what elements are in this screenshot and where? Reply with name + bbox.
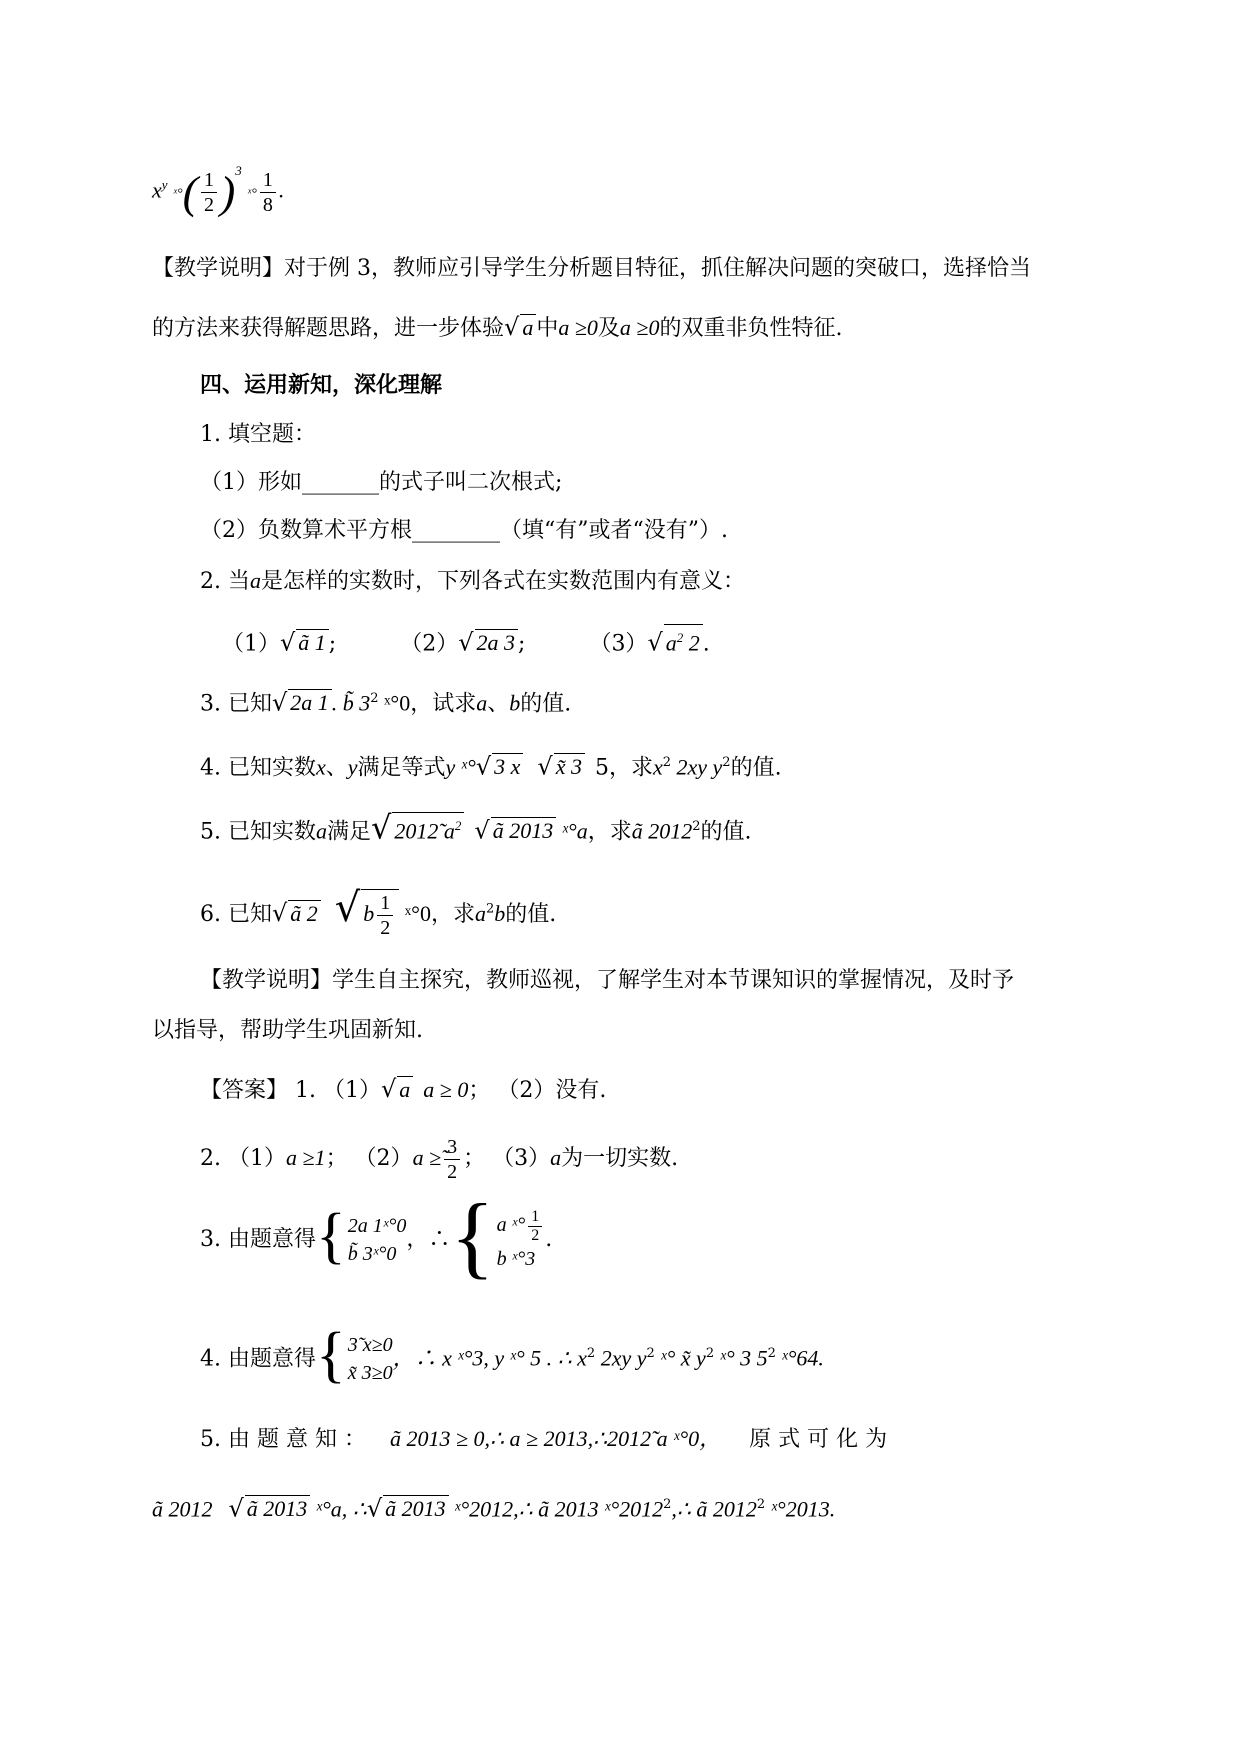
- q-text: ，求: [587, 819, 632, 845]
- q-expr: y ˣ°: [445, 754, 476, 780]
- q-eq: ˣ°0: [399, 901, 431, 926]
- radicand: ã 1: [296, 629, 329, 656]
- formula-eq2: ˣ°: [247, 186, 257, 202]
- note-text: 的方法来获得解题思路，进一步体验: [152, 316, 505, 341]
- radical-sign: √: [647, 628, 663, 657]
- q-var: a: [315, 818, 327, 844]
- frac-half: [528, 1208, 542, 1245]
- left-paren: (: [182, 166, 198, 218]
- punct: ;: [328, 631, 337, 657]
- left-brace: {: [315, 1321, 346, 1390]
- q-text: 5. 已知实数: [200, 819, 316, 845]
- exp: 2: [767, 1346, 776, 1361]
- radicand-rest: 2: [683, 630, 700, 656]
- radicand: ã 2013: [491, 817, 557, 844]
- denominator: 2: [531, 1226, 540, 1244]
- q-text: 6. 已知: [200, 902, 272, 927]
- q-text: 满足: [326, 819, 371, 845]
- ans1: [200, 1074, 606, 1106]
- ans-expr: 2xy y: [595, 1345, 647, 1371]
- radical-sign: √: [366, 1494, 383, 1523]
- q-text: 满足等式: [357, 755, 446, 781]
- ans-text: ，∴: [406, 1227, 451, 1252]
- radicand: ã 2013: [245, 1495, 311, 1522]
- ans-text: 原 式 可 化 为: [749, 1427, 888, 1452]
- ans-expr: ˣ°2013.: [765, 1496, 836, 1522]
- radical-sign: √: [271, 688, 288, 717]
- condition: a ≥0: [619, 315, 660, 340]
- q5: [200, 808, 752, 847]
- ans-text: 为一切实数.: [561, 1146, 679, 1171]
- punct: .: [702, 631, 710, 657]
- q-text: ，试求: [410, 691, 477, 717]
- punct: ;: [518, 631, 526, 657]
- q-text: 的值.: [505, 902, 557, 927]
- ans3: [200, 1185, 553, 1287]
- q-var: x: [315, 754, 326, 780]
- q-eq: ˣ°0: [378, 690, 411, 716]
- ans-expr: a ≥ 0: [423, 1077, 469, 1102]
- radicand: [664, 624, 703, 656]
- condition: a ≥0: [558, 315, 598, 340]
- ans-expr: ã 2013 ≥ 0,∴ a ≥ 2013,∴2012̃ a ˣ°0，: [389, 1426, 722, 1451]
- note1-line2: [152, 312, 843, 344]
- ans2: [200, 1132, 678, 1185]
- radical-sign: √: [228, 1494, 244, 1523]
- radicand-var: b: [363, 901, 375, 926]
- radicand: a: [397, 1076, 413, 1103]
- q-expr: 2xy y: [671, 754, 723, 780]
- system-row: [497, 1208, 546, 1245]
- system-row: b̃ 3ˣ°0: [347, 1243, 397, 1265]
- radical-sign: √: [537, 752, 553, 781]
- q2-parts: [222, 624, 710, 659]
- part-label: （1）: [222, 631, 280, 657]
- ans-expr: a ≥̃: [412, 1145, 442, 1170]
- note1-line1: [152, 254, 1031, 284]
- ans-expr: ˣ°a, ∴: [310, 1496, 367, 1522]
- top-formula: $x^y$ ˣ°( $\frac{1}{2}$ )$^3$ ˣ° $\frac{1}{8}$ .: [152, 163, 285, 218]
- q-var: a: [249, 568, 261, 593]
- q1-s1: （1）形如_______的式子叫二次根式;: [200, 470, 563, 495]
- q-text: 的值.: [730, 755, 782, 781]
- ans-expr: ã 2012: [152, 1496, 213, 1522]
- ans-expr: ˣ°64.: [775, 1345, 824, 1371]
- note-label: 【教学说明】: [152, 256, 285, 281]
- q1-head: 1. 填空题：: [200, 422, 316, 447]
- exp: 2: [646, 1346, 655, 1361]
- q-text: 5，求: [594, 755, 653, 781]
- q-expr: . b̃ 3: [331, 690, 371, 716]
- left-brace: {: [450, 1185, 495, 1287]
- q-expr: b: [494, 901, 506, 926]
- exp: 2: [705, 1346, 715, 1361]
- radical-sign: √: [371, 808, 392, 847]
- ans-expr: ,∴ ã 2012: [671, 1496, 757, 1522]
- radical-sign: √: [381, 1075, 397, 1103]
- q-text: ，求: [430, 902, 475, 927]
- ans-expr: a: [550, 1145, 562, 1170]
- system-row: 3̃ x≥0: [347, 1334, 393, 1357]
- ans-expr: ˣ°2012,∴ ã 2013 ˣ°2012: [448, 1496, 664, 1522]
- numerator: 1: [377, 891, 393, 916]
- system-2: [497, 1208, 546, 1273]
- radicand: x̃ 3: [554, 753, 585, 780]
- numerator: 1: [201, 168, 217, 193]
- left-brace: {: [315, 1202, 346, 1270]
- ans-label: 【答案】: [200, 1078, 289, 1103]
- note-text: 中: [536, 316, 559, 341]
- exp: 2: [454, 818, 462, 833]
- radical-sign: √: [504, 313, 520, 341]
- denominator: 2: [447, 1160, 458, 1183]
- radical-sign: √: [280, 628, 296, 657]
- denominator: 8: [262, 194, 273, 216]
- exp: 2: [676, 630, 684, 645]
- numerator: 3: [444, 1135, 460, 1160]
- ans5-line1: [200, 1424, 887, 1455]
- system-3: [348, 1331, 393, 1387]
- exp: 2: [586, 1346, 596, 1361]
- q-var: y: [347, 754, 358, 780]
- q-expr: x: [652, 754, 663, 780]
- radicand: [392, 812, 464, 844]
- ans-expr: ˣ° x̃ y: [654, 1345, 706, 1371]
- ans5-line2: [152, 1490, 835, 1525]
- numerator: 1: [260, 168, 276, 193]
- ans-text: ； （3）: [463, 1146, 551, 1171]
- radical-sign: √: [334, 885, 361, 931]
- row-lhs: a ˣ°: [496, 1213, 526, 1236]
- q-text: 2. 当: [200, 569, 250, 594]
- radicand: ã 2013: [383, 1495, 449, 1522]
- q-text: 的值.: [520, 691, 572, 717]
- ans-text: 1. （1）: [295, 1078, 381, 1103]
- q-text: 、: [487, 691, 510, 717]
- frac-eighth: [260, 168, 276, 217]
- ans-text: 4. 由题意得: [200, 1346, 316, 1372]
- numerator: 1: [528, 1208, 542, 1227]
- q-text: 、: [325, 755, 348, 781]
- section-title: 四、运用新知，深化理解: [200, 372, 443, 398]
- part-label: （3）: [589, 631, 648, 657]
- note-text: 的双重非负性特征.: [659, 316, 843, 341]
- formula-exp-3: 3: [235, 163, 242, 179]
- note-text: 及: [597, 316, 620, 341]
- right-paren: ): [219, 166, 236, 218]
- denominator: 2: [380, 917, 391, 940]
- note-text: 学生自主探究，教师巡视，了解学生对本节课知识的掌握情况，及时予: [332, 968, 1015, 993]
- exp: 2: [663, 1497, 672, 1512]
- formula-eq: ˣ°: [173, 186, 183, 202]
- exp: 2: [692, 819, 701, 834]
- formula-x: x: [152, 177, 162, 203]
- q-expr: ã 2012: [631, 818, 693, 844]
- q-text: 是怎样的实数时，下列各式在实数范围内有意义：: [260, 569, 745, 594]
- exp: 2: [662, 755, 671, 770]
- radical-sign: √: [475, 752, 492, 781]
- radical-sign: √: [474, 816, 490, 845]
- q-var: b: [509, 690, 521, 716]
- radicand: 3 x: [492, 753, 523, 780]
- q-expr: a: [474, 901, 486, 926]
- ans-expr: a ≥1: [285, 1145, 326, 1170]
- exp: 2: [722, 755, 731, 770]
- frac-half: [377, 891, 393, 940]
- radicand: 2a 3: [475, 629, 519, 656]
- q4: [200, 748, 782, 783]
- radicand-expr: 2012̃ a: [394, 818, 455, 844]
- q-text: 3. 已知: [200, 691, 272, 717]
- system-row: b ˣ°3: [496, 1247, 536, 1270]
- radicand: 2a 1: [288, 689, 332, 716]
- ans-expr: ，∴ x ˣ°3, y ˣ° 5 . ∴ x: [392, 1345, 587, 1371]
- system-row: x̃ 3≥0: [347, 1362, 393, 1385]
- q6: [200, 880, 556, 943]
- radicand: a: [520, 314, 536, 341]
- q-text: 4. 已知实数: [200, 755, 316, 781]
- ans-text: 2. （1）: [200, 1146, 286, 1171]
- note2-line1: [200, 966, 1014, 996]
- radical-sign: √: [458, 628, 474, 657]
- exp: 2: [485, 901, 495, 917]
- q-text: 的值.: [700, 819, 752, 845]
- q-eq: ˣ°a: [556, 818, 588, 844]
- note-text: 对于例 3，教师应引导学生分析题目特征，抓住解决问题的突破口，选择恰当: [284, 256, 1032, 281]
- note2-line2: 以指导，帮助学生巩固新知.: [152, 1018, 423, 1043]
- part-label: （2）: [400, 631, 459, 657]
- q-var: a: [476, 690, 488, 716]
- denominator: 2: [203, 194, 214, 216]
- q3: [200, 684, 571, 719]
- radicand: [361, 889, 399, 940]
- ans4: [200, 1322, 824, 1391]
- q2-head: [200, 566, 745, 597]
- radical-sign: √: [271, 899, 288, 927]
- frac-3-2: [444, 1135, 460, 1184]
- ans-text: ； （2）: [325, 1146, 413, 1171]
- ans-text: .: [545, 1227, 553, 1252]
- frac-half: [201, 168, 217, 217]
- q1-s2: （2）负数算术平方根________（填“有”或者“没有”）.: [200, 518, 728, 543]
- ans-text: ； （2）没有.: [468, 1078, 607, 1103]
- ans-expr: ˣ° 3 5: [714, 1345, 768, 1371]
- ans-text: 3. 由题意得: [200, 1227, 316, 1252]
- radicand-var: a: [665, 630, 677, 656]
- formula-exp-y: y: [161, 177, 168, 193]
- note-label: 【教学说明】: [200, 968, 333, 993]
- radicand: ã 2: [288, 900, 321, 927]
- exp: 2: [756, 1497, 766, 1512]
- ans-text: 5. 由 题 意 知 ：: [200, 1427, 366, 1452]
- system-1: [348, 1212, 407, 1268]
- exp: 2: [370, 691, 379, 706]
- system-row: 2a 1ˣ°0: [347, 1215, 407, 1237]
